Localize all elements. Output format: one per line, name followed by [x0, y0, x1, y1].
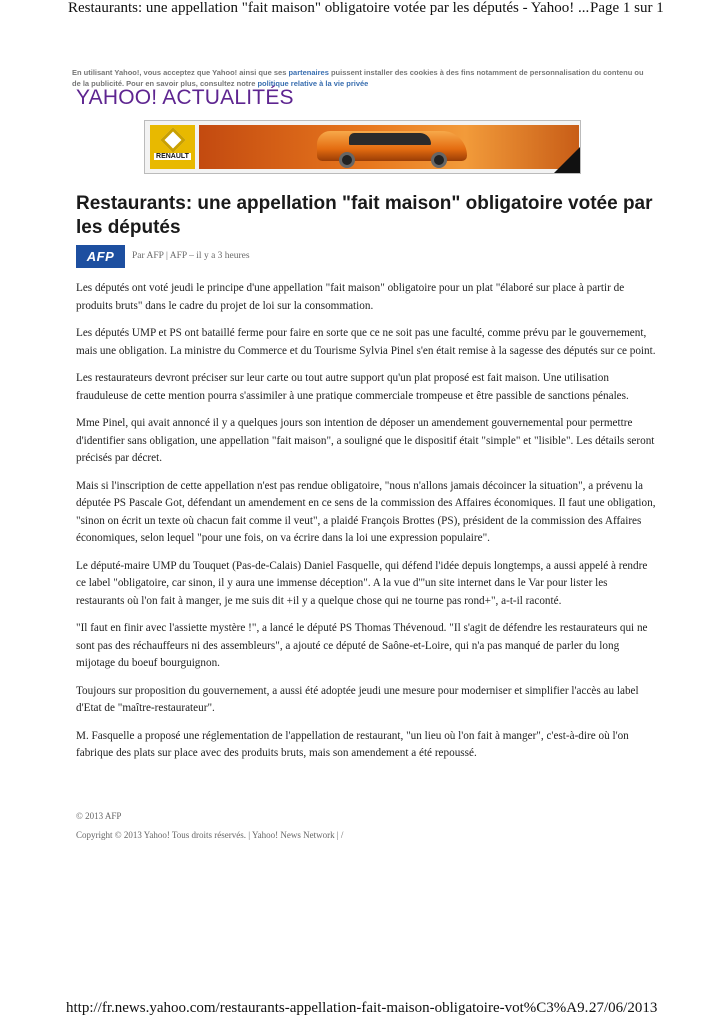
afp-copyright: © 2013 AFP — [76, 811, 122, 821]
ad-corner-fold-icon[interactable] — [554, 147, 580, 173]
renault-diamond-icon — [160, 127, 185, 152]
byline-prefix: Par AFP | — [132, 251, 170, 261]
article-paragraph: Le député-maire UMP du Touquet (Pas-de-Calais) Daniel Fasquelle, qui défend l'idée depuis longtemps, a aussi appelé à rendre ce label "obligatoire, car sinon, il y aura une immense déception". A la vue d'"un site internet dans le Var pour lister les restaurants où l'on fait à manger, je me suis dit +il y a quelque chose qui ne tourne pas rond+", a-t-il raconté. — [76, 559, 648, 607]
article-paragraph: Les restaurateurs devront préciser sur leur carte ou tout autre support qu'un plat proposé est fait maison. Une utilisation frauduleuse de cette mention pourra s'assimiler à une pratique commerciale trompeuse et être passible de sanctions pénales. — [76, 372, 629, 402]
footer-separator: | — [246, 830, 253, 840]
byline-source-link[interactable]: AFP — [169, 251, 187, 261]
print-page-number: Page 1 sur 1 — [590, 0, 664, 16]
article-paragraph: Mme Pinel, qui avait annoncé il y a quelques jours son intention de déposer un amendement gouvernemental pour permettre d'identifier sans obligation, une appellation "fait maison", a souligné que le dispositif était "simple" et "lisible". Les détails seront précisés par décret. — [76, 417, 655, 464]
print-footer — [66, 1000, 662, 1017]
article-byline — [132, 251, 250, 261]
article-paragraph: Les députés UMP et PS ont bataillé ferme pour faire en sorte que ce ne soit pas une faculté, comme prévu par le gouvernement, mais une obligation. La ministre du Commerce et du Tourisme Sylvia Pinel s'en était remise à la sagesse des députés sur ce point. — [76, 327, 656, 357]
article-paragraph: Toujours sur proposition du gouvernement, a aussi été adoptée jeudi une mesure pour moderniser et simplifier l'accès au label d'Etat de "maître-restaurateur". — [76, 684, 639, 714]
renault-logo-text: RENAULT — [156, 153, 189, 160]
renault-logo — [150, 125, 195, 169]
print-footer-url: http://fr.news.yahoo.com/restaurants-appellation-fait-maison-obligatoire-vot%C3%A9... — [66, 1000, 596, 1016]
car-rear-wheel — [431, 152, 447, 168]
article-paragraph: Les députés ont voté jeudi le principe d'une appellation "fait maison" obligatoire pour un plat "élaboré sur place à partir de produits bruts" dans le cadre du projet de loi sur la consommation. — [76, 282, 625, 312]
privacy-policy-link[interactable]: politique relative à la vie privée — [257, 79, 369, 88]
partners-link[interactable]: partenaires — [288, 68, 329, 77]
car-window-shape — [349, 133, 431, 145]
site-brand[interactable]: YAHOO! ACTUALITÉS — [76, 86, 294, 109]
print-header-title: Restaurants: une appellation "fait maison" obligatoire votée par les députés - Yahoo! ... — [68, 0, 590, 16]
news-network-link[interactable]: Yahoo! News Network — [252, 830, 335, 840]
article-title: Restaurants: une appellation "fait maison" obligatoire votée par les députés — [76, 193, 653, 238]
article-body — [76, 280, 656, 773]
print-header — [68, 0, 664, 17]
cookie-notice-text-start: En utilisant Yahoo!, vous acceptez que Yahoo! ainsi que ses — [72, 68, 289, 77]
byline-time: – il y a 3 heures — [186, 251, 250, 261]
yahoo-copyright-line — [76, 830, 343, 840]
footer-separator-end: | / — [334, 830, 344, 840]
renault-ad-banner[interactable] — [144, 120, 581, 174]
article-paragraph: M. Fasquelle a proposé une réglementation de l'appellation de restaurant, "un lieu où l'on fait à manger", c'est-à-dire où l'on fabrique des plats sur place avec des produits bruts, mais son amendement a été repoussé. — [76, 729, 629, 759]
car-front-wheel — [339, 152, 355, 168]
afp-logo: AFP — [76, 245, 125, 268]
article-paragraph: "Il faut en finir avec l'assiette mystère !", a lancé le député PS Thomas Thévenoud. "Il s'agit de défendre les restaurateurs qui ne sont pas des réchauffeurs ni des assembleurs", a ajouté ce député de Saône-et-Loire, qui n'a pas manqué de parler du long mijotage du boeuf bourguignon. — [76, 622, 648, 669]
yahoo-copyright: Copyright © 2013 Yahoo! Tous droits réservés. — [76, 830, 247, 840]
ad-car-image — [199, 125, 579, 169]
cookie-notice-text-middle: puissent installer des cookies à des fins notamment de personnalisation du contenu ou de la publicité. Pour en savoir plus, consultez notre — [72, 68, 644, 88]
article-paragraph: Mais si l'inscription de cette appellation n'est pas rendue obligatoire, "nous n'allons jamais décoincer la situation", a prévenu la députée PS Pascale Got, défendant un amendement en ce sens de la commission des Affaires économiques. Il faut une obligation, "sinon on écrit un texte où chacun fait comme il veut", a plaidé François Brottes (PS), président de la commission des Affaires économiques, selon lequel "pour une fois, on va écrire dans la loi une expression populaire". — [76, 479, 656, 544]
print-footer-date: 27/06/2013 — [589, 1000, 658, 1016]
